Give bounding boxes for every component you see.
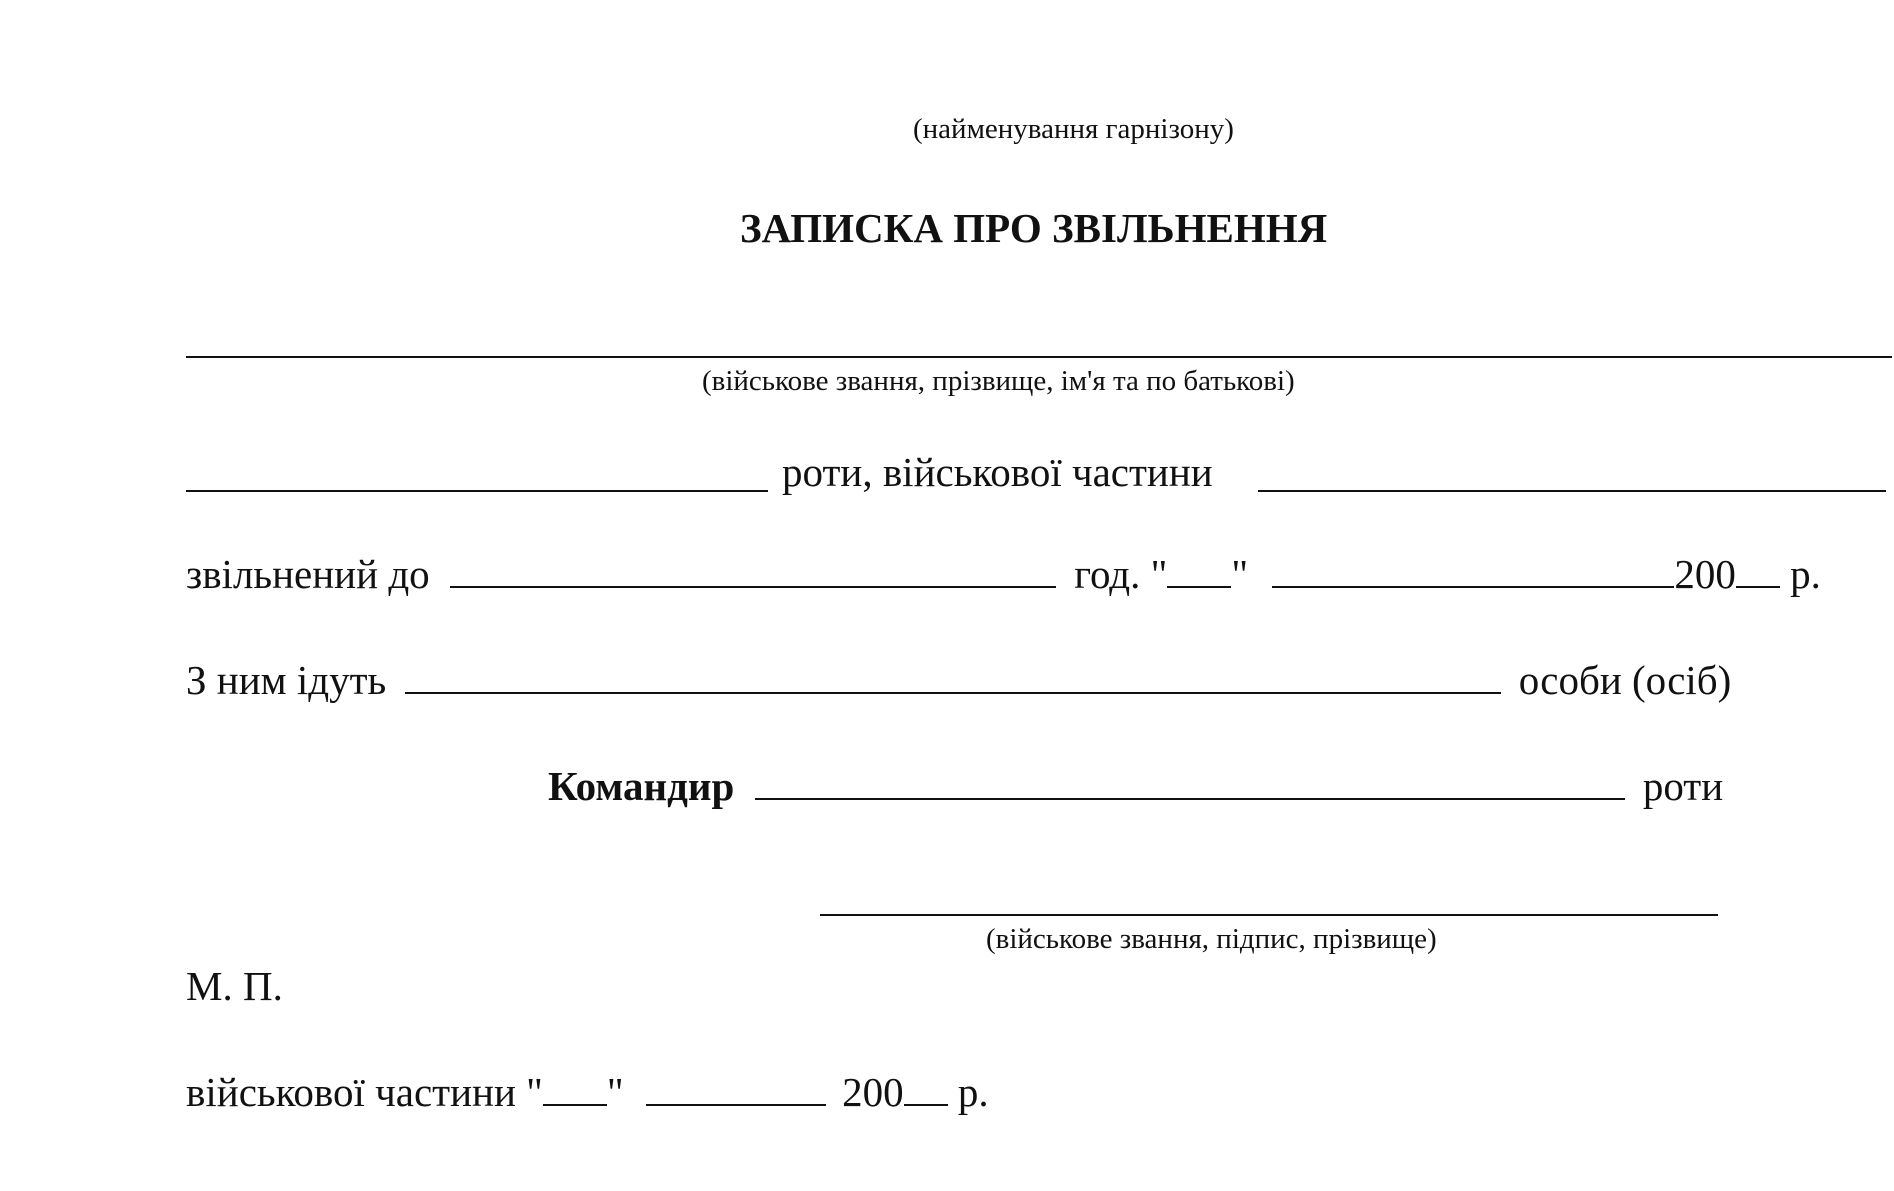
company-suffix: роти <box>1642 763 1724 809</box>
unit-day-line[interactable] <box>543 1104 607 1106</box>
military-unit-line[interactable] <box>1258 490 1886 492</box>
companions-count-line[interactable] <box>405 692 1501 694</box>
unit-date-row <box>186 1068 989 1116</box>
released-until-row <box>186 550 1821 598</box>
unit-year-line[interactable] <box>904 1104 948 1106</box>
hour-quote-close: " <box>1231 551 1249 597</box>
garrison-caption: (найменування гарнізону) <box>913 113 1234 145</box>
commander-row <box>548 762 1723 810</box>
commander-company-line[interactable] <box>755 798 1625 800</box>
release-day-line[interactable] <box>1167 586 1231 588</box>
signature-caption: (військове звання, підпис, прізвище) <box>986 923 1437 955</box>
release-year: 200 <box>1674 551 1736 597</box>
unit-quote-close: " <box>606 1069 624 1115</box>
unit-date-label: військової частини " <box>186 1069 543 1115</box>
commander-label: Командир <box>548 763 735 809</box>
unit-year-suffix: р. <box>957 1069 989 1115</box>
stamp-label: М. П. <box>186 963 283 1009</box>
unit-year: 200 <box>842 1069 904 1115</box>
release-month-line[interactable] <box>1272 586 1674 588</box>
release-year-suffix: р. <box>1790 551 1821 597</box>
release-year-line[interactable] <box>1736 586 1780 588</box>
person-caption: (військове звання, прізвище, ім'я та по батькові) <box>702 365 1295 397</box>
company-text: роти, військової частини <box>782 449 1213 495</box>
with-him-label: З ним ідуть <box>186 657 387 703</box>
persons-label: особи (осіб) <box>1518 657 1732 703</box>
company-name-line[interactable] <box>186 490 768 492</box>
document-title: ЗАПИСКА ПРО ЗВІЛЬНЕННЯ <box>740 205 1328 251</box>
release-place-line[interactable] <box>450 586 1056 588</box>
unit-month-line[interactable] <box>646 1104 826 1106</box>
person-name-line[interactable] <box>186 356 1892 358</box>
released-label: звільнений до <box>186 551 430 597</box>
hour-label: год. " <box>1074 551 1168 597</box>
companions-row <box>186 656 1731 704</box>
signature-line[interactable] <box>820 914 1718 916</box>
